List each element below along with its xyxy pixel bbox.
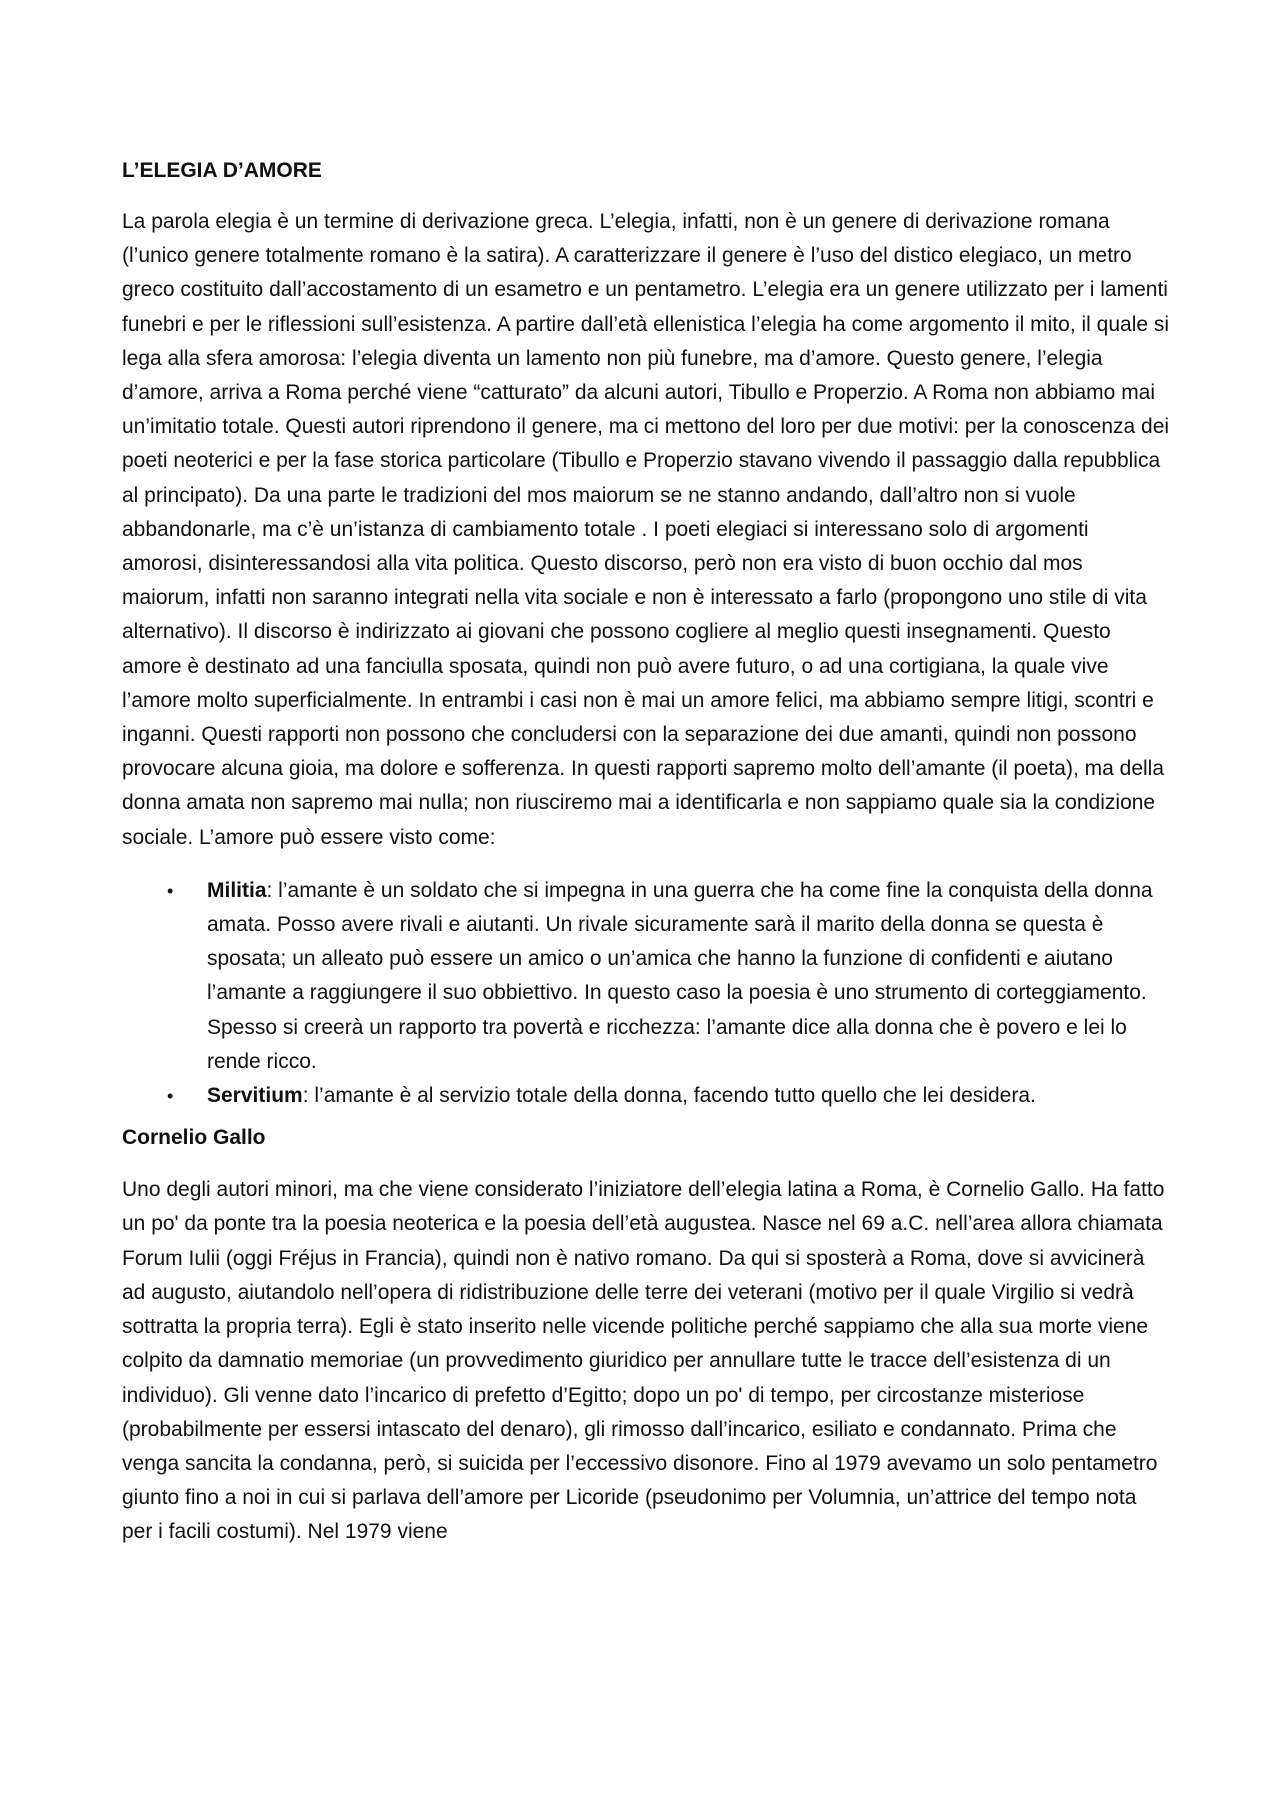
list-item-text: : l’amante è un soldato che si impegna in una guerra che ha come fine la conquista della donna amata. Posso avere rivali e aiutanti. Un rivale sicuramente sarà il marito della donna se questa è sposata; un alleato può essere un amico o un’amica che hanno la funzione di confidenti e aiutano l’amante a raggiungere il suo obbiettivo. In questo caso la poesia è uno strumento di corteggiamento. Spesso si creerà un rapporto tra povertà e ricchezza: l’amante dice alla donna che è povero e lei lo rende ricco.	[207, 878, 1153, 1073]
list-item-militia	[122, 874, 1172, 1079]
list-item-text: : l’amante è al servizio totale della donna, facendo tutto quello che lei desidera.	[302, 1084, 1036, 1108]
document-title: L’ELEGIA D’AMORE	[122, 159, 322, 182]
love-types-list	[122, 874, 1172, 1113]
bullet-icon: •	[167, 880, 174, 901]
bullet-icon: •	[167, 1086, 174, 1107]
list-item-servitium	[122, 1079, 1172, 1113]
list-item-term: Servitium	[207, 1084, 303, 1108]
section-paragraph: Uno degli autori minori, ma che viene considerato l’iniziatore dell’elegia latina a Roma, è Cornelio Gallo. Ha fatto un po' da ponte tra la poesia neoterica e la poesia dell’età augustea. Nasce nel 69 a.C. nell’area allora chiamata Forum Iulii (oggi Fréjus in Francia), quindi non è nativo romano. Da qui si sposterà a Roma, dove si avvicinerà ad augusto, aiutandolo nell’opera di ridistribuzione delle terre dei veterani (motivo per il quale Virgilio si vedrà sottratta la propria terra). Egli è stato inserito nelle vicende politiche perché sappiamo che alla sua morte viene colpito da damnatio memoriae (un provvedimento giuridico per annullare tutte le tracce dell’esistenza di un individuo). Gli venne dato l’incarico di prefetto d’Egitto; dopo un po' di tempo, per circostanze misteriose (probabilmente per essersi intascato del denaro), gli rimosso dall’incarico, esiliato e condannato. Prima che venga sancita la condanna, però, si suicida per l’eccessivo disonore. Fino al 1979 avevamo un solo pentametro giunto fino a noi in cui si parlava dell’amore per Licoride (pseudonimo per Volumnia, un’attrice del tempo nota per i facili costumi). Nel 1979 viene	[122, 1178, 1165, 1544]
intro-paragraph: La parola elegia è un termine di derivazione greca. L’elegia, infatti, non è un genere di derivazione romana (l’unico genere totalmente romano è la satira). A caratterizzare il genere è l’uso del distico elegiaco, un metro greco costituito dall’accostamento di un esametro e un pentametro. L’elegia era un genere utilizzato per i lamenti funebri e per le riflessioni sull’esistenza. A partire dall’età ellenistica l’elegia ha come argomento il mito, il quale si lega alla sfera amorosa: l’elegia diventa un lamento non più funebre, ma d’amore. Questo genere, l’elegia d’amore, arriva a Roma perché viene “catturato” da alcuni autori, Tibullo e Properzio. A Roma non abbiamo mai un’imitatio totale. Questi autori riprendono il genere, ma ci mettono del loro per due motivi: per la conoscenza dei poeti neoterici e per la fase storica particolare (Tibullo e Properzio stavano vivendo il passaggio dalla repubblica al principato). Da una parte le tradizioni del mos maiorum se ne stanno andando, dall’altro non si vuole abbandonarle, ma c’è un’istanza di cambiamento totale . I poeti elegiaci si interessano solo di argomenti amorosi, disinteressandosi alla vita politica. Questo discorso, però non era visto di buon occhio dal mos maiorum, infatti non saranno integrati nella vita sociale e non è interessato a farlo (propongono uno stile di vita alternativo). Il discorso è indirizzato ai giovani che possono cogliere al meglio questi insegnamenti. Questo amore è destinato ad una fanciulla sposata, quindi non può avere futuro, o ad una cortigiana, la quale vive l’amore molto superficialmente. In entrambi i casi non è mai un amore felici, ma abbiamo sempre litigi, scontri e inganni. Questi rapporti non possono che concludersi con la separazione dei due amanti, quindi non possono provocare alcuna gioia, ma dolore e sofferenza. In questi rapporti sapremo molto dell’amante (il poeta), ma della donna amata non sapremo mai nulla; non riusciremo mai a identificarla e non sappiamo quale sia la condizione sociale. L’amore può essere visto come:	[122, 210, 1170, 849]
section-title: Cornelio Gallo	[122, 1126, 266, 1150]
list-item-term: Militia	[207, 878, 267, 902]
document-page	[122, 154, 1172, 1569]
